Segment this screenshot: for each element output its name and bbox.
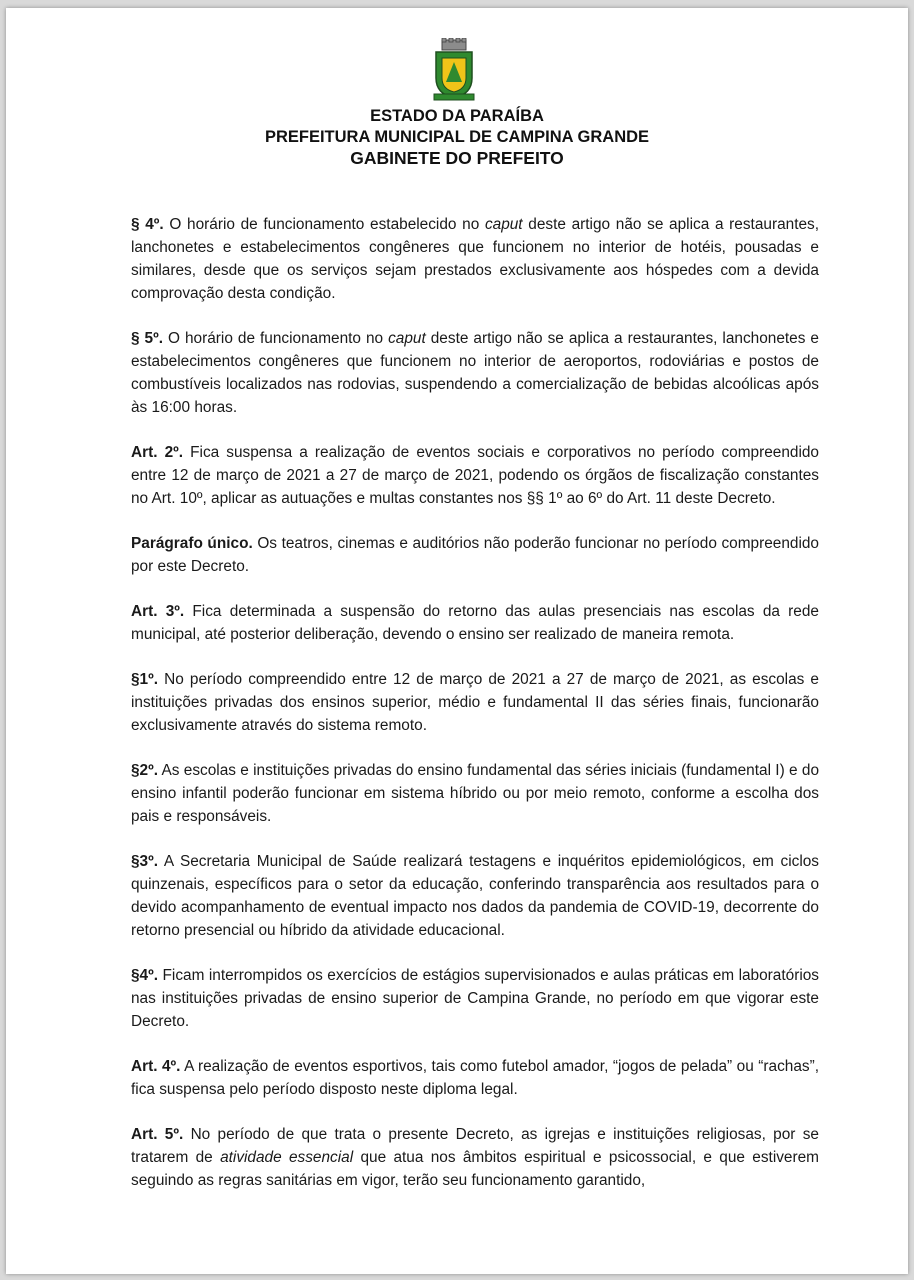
paragraph-text: Ficam interrompidos os exercícios de estágios supervisionados e aulas práticas em laboratórios nas instituições privadas de ensino superior de Campina Grande, no período em que vigorar este Decreto. <box>131 967 819 1030</box>
paragraph <box>131 213 819 305</box>
paragraph-text: deste artigo não se aplica a restaurantes, lanchonetes e estabelecimentos congêneres que funcionem no interior de aeroportos, rodoviárias e postos de combustíveis localizados nas rodovias, suspendendo a comercialização de bebidas alcoólicas após às 16:00 horas. <box>131 330 819 416</box>
paragraph-label: §1º. <box>131 671 159 688</box>
paragraph-text: A realização de eventos esportivos, tais como futebol amador, “jogos de pelada” ou “rachas”, fica suspensa pelo período disposto neste diploma legal. <box>131 1058 819 1098</box>
paragraph-label: §4º. <box>131 967 159 984</box>
paragraph-text: O horário de funcionamento no <box>163 330 389 347</box>
paragraph-label: Art. 5º. <box>131 1126 184 1143</box>
paragraph-label: Art. 2º. <box>131 444 184 461</box>
paragraph <box>131 850 819 942</box>
document-body <box>131 213 819 1214</box>
paragraph-text: Os teatros, cinemas e auditórios não poderão funcionar no período compreendido por este Decreto. <box>131 535 819 575</box>
paragraph-label: § 5º. <box>131 330 164 347</box>
paragraph-label: § 4º. <box>131 216 164 233</box>
paragraph-label: §3º. <box>131 853 159 870</box>
paragraph-label: Parágrafo único. <box>131 535 253 552</box>
paragraph-text: que atua nos âmbitos espiritual e psicossocial, e que estiverem seguindo as regras sanitárias em vigor, terão seu funcionamento garantido, <box>131 1149 819 1189</box>
paragraph-text: deste artigo não se aplica a restaurantes, lanchonetes e estabelecimentos congêneres que funcionem no interior de hotéis, pousadas e similares, desde que os serviços sejam prestados exclusivamente aos hóspedes com a devida comprovação desta condição. <box>131 216 819 302</box>
paragraph <box>131 1123 819 1192</box>
coat-of-arms-icon <box>430 38 478 102</box>
paragraph <box>131 759 819 828</box>
paragraph-text: Fica determinada a suspensão do retorno das aulas presenciais nas escolas da rede municipal, até posterior deliberação, devendo o ensino ser realizado de maneira remota. <box>131 603 819 643</box>
paragraph-label: Art. 4º. <box>131 1058 181 1075</box>
paragraph-label: §2º. <box>131 762 159 779</box>
paragraph <box>131 327 819 419</box>
paragraph <box>131 1055 819 1101</box>
paragraph-text: As escolas e instituições privadas do ensino fundamental das séries iniciais (fundamental I) e do ensino infantil poderão funcionar em sistema híbrido ou por meio remoto, conforme a escolha dos pais e responsáveis. <box>131 762 819 825</box>
paragraph <box>131 532 819 578</box>
paragraph-text: A Secretaria Municipal de Saúde realizará testagens e inquéritos epidemiológicos, em ciclos quinzenais, específicos para o setor da educação, conferindo transparência aos resultados para o devido acompanhamento de eventual impacto nos dados da pandemia de COVID-19, decorrente do retorno presencial ou híbrido da atividade educacional. <box>131 853 819 939</box>
paragraph <box>131 668 819 737</box>
paragraph-text: No período de que trata o presente Decreto, as igrejas e instituições religiosas, por se tratarem de <box>131 1126 819 1166</box>
paragraph-label: Art. 3º. <box>131 603 185 620</box>
header-office: GABINETE DO PREFEITO <box>350 148 564 168</box>
header-state: ESTADO DA PARAÍBA <box>370 107 544 125</box>
paragraph <box>131 441 819 510</box>
emphasis-text: atividade essencial <box>220 1149 354 1166</box>
document-page <box>6 8 908 1274</box>
paragraph <box>131 964 819 1033</box>
paragraph-text: O horário de funcionamento estabelecido no <box>163 216 485 233</box>
emphasis-text: caput <box>388 330 426 347</box>
emphasis-text: caput <box>484 216 523 233</box>
document-header <box>6 106 908 169</box>
paragraph-text: No período compreendido entre 12 de março de 2021 a 27 de março de 2021, as escolas e instituições privadas dos ensinos superior, médio e fundamental II das séries finais, funcionarão exclusivamente através do sistema remoto. <box>131 671 819 734</box>
header-municipality: PREFEITURA MUNICIPAL DE CAMPINA GRANDE <box>264 128 650 146</box>
paragraph <box>131 600 819 646</box>
paragraph-text: Fica suspensa a realização de eventos sociais e corporativos no período compreendido entre 12 de março de 2021 a 27 de março de 2021, podendo os órgãos de fiscalização constantes no Art. 10º, aplicar as autuações e multas constantes nos §§ 1º ao 6º do Art. 11 deste Decreto. <box>131 444 819 507</box>
